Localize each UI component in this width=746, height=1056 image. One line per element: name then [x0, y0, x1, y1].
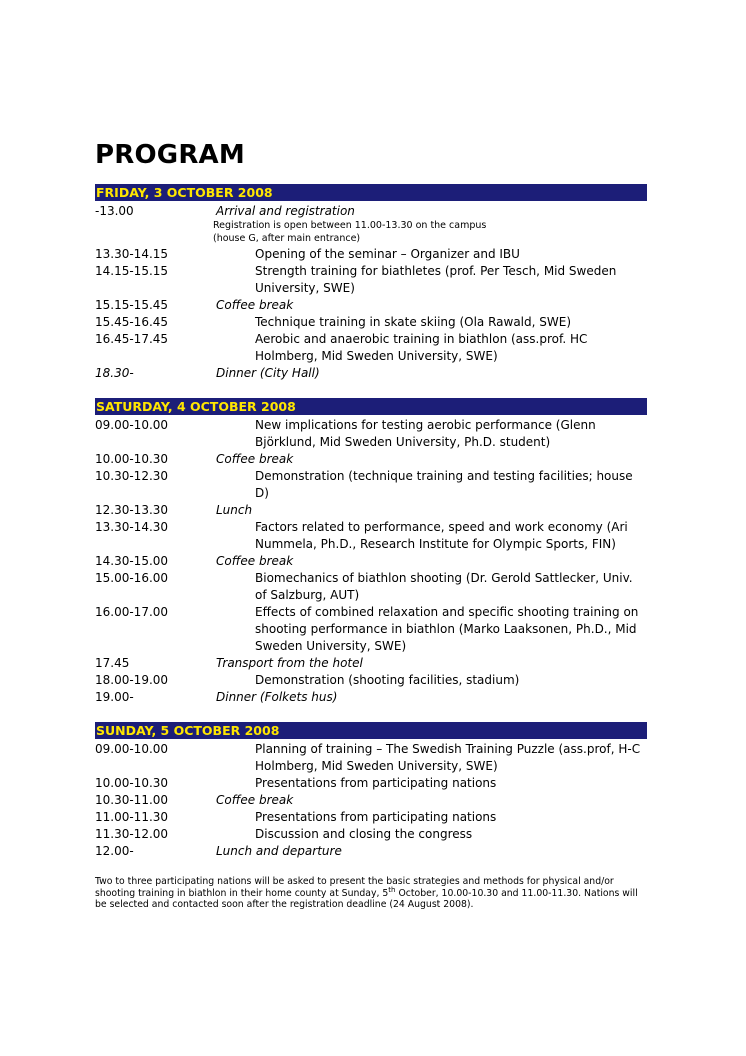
day-header: FRIDAY, 3 OCTOBER 2008	[95, 184, 647, 201]
schedule-description-text: Dinner (Folkets hus)	[216, 690, 338, 704]
schedule-description	[216, 826, 647, 843]
schedule-time: 10.00-10.30	[95, 776, 169, 790]
schedule-description-text: Lunch	[216, 503, 253, 517]
page-title: PROGRAM	[95, 140, 245, 170]
schedule-row	[95, 741, 647, 775]
registration-note: Registration is open between 11.00-13.30 on the campus	[213, 220, 487, 231]
schedule-row	[95, 519, 647, 553]
schedule-description-text: Coffee break	[216, 554, 294, 568]
schedule-description	[216, 809, 647, 826]
schedule-description-text: Factors related to performance, speed and work economy (Ari Nummela, Ph.D., Research Institute for Olympic Sports, FIN)	[255, 520, 628, 551]
schedule-row	[95, 553, 647, 570]
schedule-time: 14.30-15.00	[95, 554, 169, 568]
schedule-row	[95, 792, 647, 809]
schedule-description-text: Dinner (City Hall)	[216, 366, 320, 380]
schedule-row	[95, 203, 647, 220]
schedule-time: 11.30-12.00	[95, 827, 169, 841]
schedule-description-text: Lunch and departure	[216, 844, 342, 858]
schedule-time: 13.30-14.30	[95, 520, 169, 534]
schedule-description	[216, 203, 647, 220]
schedule-time: 10.30-12.30	[95, 469, 169, 483]
schedule-row	[95, 451, 647, 468]
schedule-row	[95, 655, 647, 672]
schedule-description-text: Biomechanics of biathlon shooting (Dr. Gerold Sattlecker, Univ. of Salzburg, AUT)	[255, 571, 633, 602]
program-days	[95, 184, 647, 860]
schedule-row	[95, 502, 647, 519]
schedule-description	[216, 843, 647, 860]
day-section	[95, 398, 647, 706]
schedule-description-text: New implications for testing aerobic performance (Glenn Björklund, Mid Sweden University, Ph.D. student)	[255, 418, 596, 449]
schedule-description-text: Coffee break	[216, 298, 294, 312]
schedule-time: 15.45-16.45	[95, 315, 169, 329]
schedule-description	[216, 655, 647, 672]
schedule-time: 18.00-19.00	[95, 673, 169, 687]
schedule-description-text: Technique training in skate skiing (Ola Rawald, SWE)	[255, 315, 571, 329]
footnote	[95, 876, 647, 911]
schedule-time: 15.00-16.00	[95, 571, 169, 585]
schedule-row	[95, 809, 647, 826]
schedule-row	[95, 246, 647, 263]
schedule-time: 11.00-11.30	[95, 810, 169, 824]
schedule-description-text: Coffee break	[216, 793, 294, 807]
footnote-text-after: October, 10.00-10.30 and 11.00-11.30. Nations will be selected and contacted soon after the registration deadline (24 August 2008).	[95, 887, 638, 910]
schedule-time: 16.00-17.00	[95, 605, 169, 619]
schedule-description	[216, 775, 647, 792]
schedule-description-text: Effects of combined relaxation and specific shooting training on shooting performance in biathlon (Marko Laaksonen, Ph.D., Mid Sweden University, SWE)	[255, 605, 639, 653]
schedule-time: 12.00-	[95, 844, 134, 858]
schedule-row	[95, 826, 647, 843]
schedule-description-text: Presentations from participating nations	[255, 776, 497, 790]
schedule-description	[216, 365, 647, 382]
program-page	[95, 138, 647, 920]
schedule-row	[95, 417, 647, 451]
schedule-description-text: Arrival and registration	[216, 204, 355, 218]
schedule-row	[95, 672, 647, 689]
schedule-description	[216, 263, 647, 297]
schedule-description-text: Presentations from participating nations	[255, 810, 497, 824]
footnote-superscript: th	[388, 885, 396, 894]
schedule-row	[95, 365, 647, 382]
schedule-time: 15.15-15.45	[95, 298, 169, 312]
day-header: SATURDAY, 4 OCTOBER 2008	[95, 398, 647, 415]
schedule-description	[216, 553, 647, 570]
schedule-description	[216, 502, 647, 519]
schedule-description	[216, 417, 647, 451]
registration-note-location: (house G, after main entrance)	[213, 233, 361, 244]
schedule-time: 16.45-17.45	[95, 332, 169, 346]
schedule-row	[95, 468, 647, 502]
schedule-time: 17.45	[95, 656, 130, 670]
schedule-description	[216, 297, 647, 314]
schedule-description-text: Opening of the seminar – Organizer and IBU	[255, 247, 520, 261]
schedule-description	[216, 604, 647, 655]
schedule-time: 19.00-	[95, 690, 134, 704]
schedule-row	[95, 604, 647, 655]
schedule-time: 18.30-	[95, 366, 134, 380]
schedule-description-text: Transport from the hotel	[216, 656, 363, 670]
schedule-row	[95, 314, 647, 331]
schedule-time: 10.00-10.30	[95, 452, 169, 466]
schedule-description	[216, 672, 647, 689]
schedule-time: 14.15-15.15	[95, 264, 169, 278]
schedule-time: 10.30-11.00	[95, 793, 169, 807]
schedule-time: 13.30-14.15	[95, 247, 169, 261]
schedule-row	[95, 843, 647, 860]
schedule-description-text: Aerobic and anaerobic training in biathlon (ass.prof. HC Holmberg, Mid Sweden University, SWE)	[255, 332, 588, 363]
schedule-description	[216, 689, 647, 706]
schedule-time: -13.00	[95, 204, 134, 218]
schedule-description-text: Demonstration (shooting facilities, stadium)	[255, 673, 520, 687]
schedule-description-text: Planning of training – The Swedish Training Puzzle (ass.prof, H-C Holmberg, Mid Sweden University, SWE)	[255, 742, 641, 773]
schedule-row	[95, 297, 647, 314]
schedule-description	[216, 519, 647, 553]
schedule-description	[216, 741, 647, 775]
schedule-description-text: Coffee break	[216, 452, 294, 466]
schedule-time: 09.00-10.00	[95, 418, 169, 432]
schedule-time: 09.00-10.00	[95, 742, 169, 756]
schedule-description	[216, 570, 647, 604]
schedule-row	[95, 775, 647, 792]
schedule-description-text: Discussion and closing the congress	[255, 827, 473, 841]
schedule-description	[216, 246, 647, 263]
schedule-description	[216, 792, 647, 809]
schedule-description	[216, 314, 647, 331]
day-header: SUNDAY, 5 OCTOBER 2008	[95, 722, 647, 739]
footnote-text-before: Two to three participating nations will be asked to present the basic strategies and methods for physical and/or shooting training in biathlon in their home county at Sunday, 5	[95, 876, 614, 899]
schedule-description-text: Strength training for biathletes (prof. Per Tesch, Mid Sweden University, SWE)	[255, 264, 617, 295]
schedule-description	[216, 468, 647, 502]
schedule-row	[95, 331, 647, 365]
schedule-row	[95, 263, 647, 297]
schedule-description-text: Demonstration (technique training and testing facilities; house D)	[255, 469, 633, 500]
day-section	[95, 184, 647, 382]
day-section	[95, 722, 647, 860]
schedule-description	[216, 331, 647, 365]
schedule-time: 12.30-13.30	[95, 503, 169, 517]
schedule-row	[95, 689, 647, 706]
schedule-row	[95, 570, 647, 604]
schedule-description	[216, 451, 647, 468]
